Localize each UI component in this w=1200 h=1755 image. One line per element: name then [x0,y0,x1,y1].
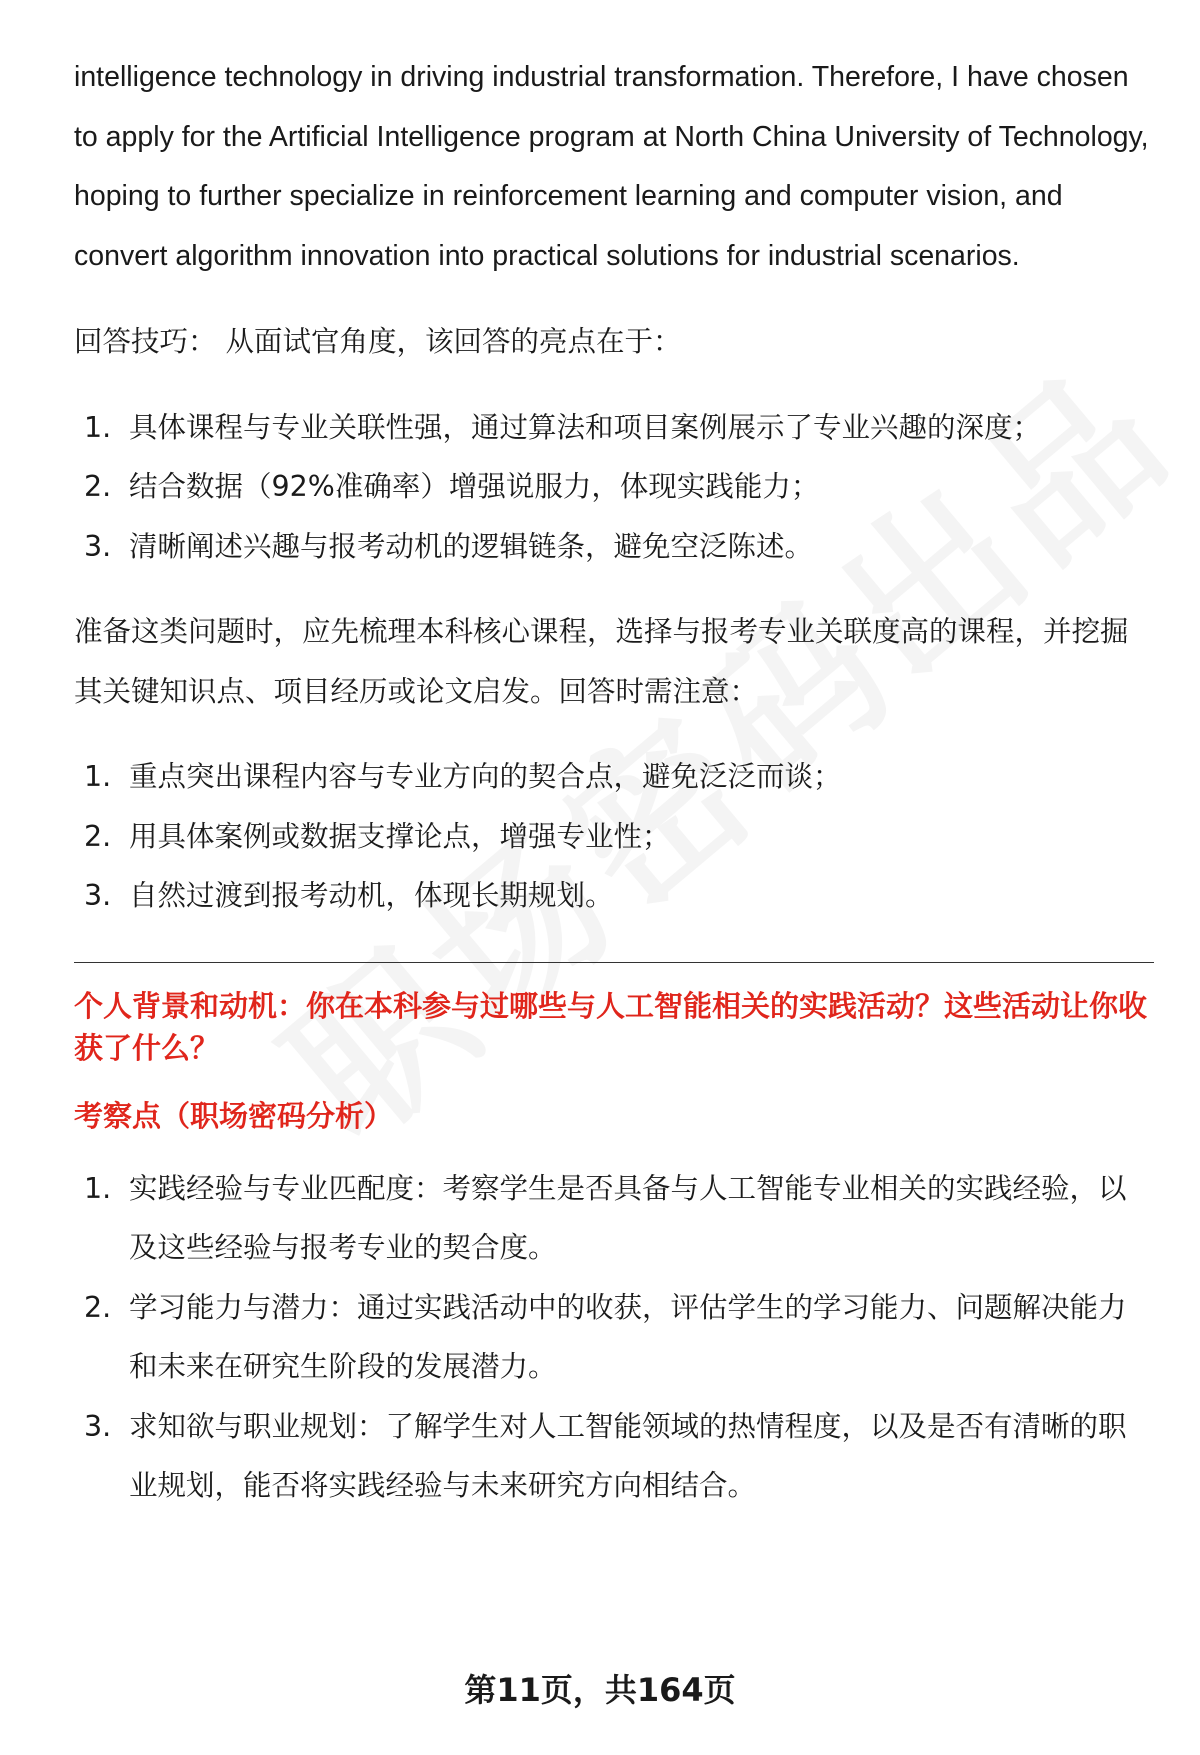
list-item-text: 结合数据（92%准确率）增强说服力，体现实践能力； [129,470,820,503]
list-number: 3. [84,529,112,563]
prep-notes-list [74,747,1154,926]
prep-notes-lead: 准备这类问题时，应先梳理本科核心课程，选择与报考专业关联度高的课程，并挖掘其关键知识点、项目经历或论文启发。回答时需注意： [74,615,1129,708]
intro-paragraph: intelligence technology in driving industrial transformation. Therefore, I have chosen to apply for the Artificial Intelligence program at North China University of Technology, hoping to further specialize in reinforcement learning and computer vision, and convert algorithm innovation into practical solutions for industrial scenarios. [74,61,1149,272]
analysis-list [74,1159,1154,1516]
list-item [74,1278,1154,1397]
section-divider [74,962,1154,963]
list-number: 1. [84,410,112,444]
list-number: 3. [84,879,112,912]
list-item [74,866,1154,926]
list-item [74,1159,1154,1278]
list-item-text: 求知欲与职业规划：了解学生对人工智能领域的热情程度，以及是否有清晰的职业规划，能否将实践经验与未来研究方向相结合。 [129,1409,1127,1502]
list-item [74,398,1154,458]
list-item-text: 学习能力与潜力：通过实践活动中的收获，评估学生的学习能力、问题解决能力和未来在研究生阶段的发展潜力。 [129,1290,1127,1383]
page-content [74,48,1154,1516]
list-number: 2. [84,819,112,853]
list-item-text: 重点突出课程内容与专业方向的契合点，避免泛泛而谈； [129,760,842,793]
list-number: 3. [84,1409,112,1443]
list-item-text: 实践经验与专业匹配度：考察学生是否具备与人工智能专业相关的实践经验，以及这些经验与报考专业的契合度。 [129,1171,1127,1264]
answer-tips-list [74,398,1154,577]
answer-tips-lead: 回答技巧： 从面试官角度，该回答的亮点在于： [74,325,682,358]
list-item [74,747,1154,807]
list-item [74,517,1154,577]
list-item [74,457,1154,517]
list-number: 2. [84,1290,112,1324]
page-footer: 第11页，共164页 [464,1671,736,1709]
analysis-heading: 考察点（职场密码分析） [74,1098,394,1133]
question-title: 个人背景和动机：你在本科参与过哪些与人工智能相关的实践活动？这些活动让你收获了什么？ [74,988,1148,1065]
list-item-text: 自然过渡到报考动机，体现长期规划。 [129,879,614,912]
list-number: 1. [84,760,112,793]
list-item-text: 清晰阐述兴趣与报考动机的逻辑链条，避免空泛陈述。 [129,529,814,563]
list-item-text: 具体课程与专业关联性强，通过算法和项目案例展示了专业兴趣的深度； [129,410,1042,444]
list-item-text: 用具体案例或数据支撑论点，增强专业性； [129,819,671,853]
list-item [74,1397,1154,1516]
list-item [74,807,1154,867]
list-number: 1. [84,1171,112,1205]
list-number: 2. [84,470,112,503]
